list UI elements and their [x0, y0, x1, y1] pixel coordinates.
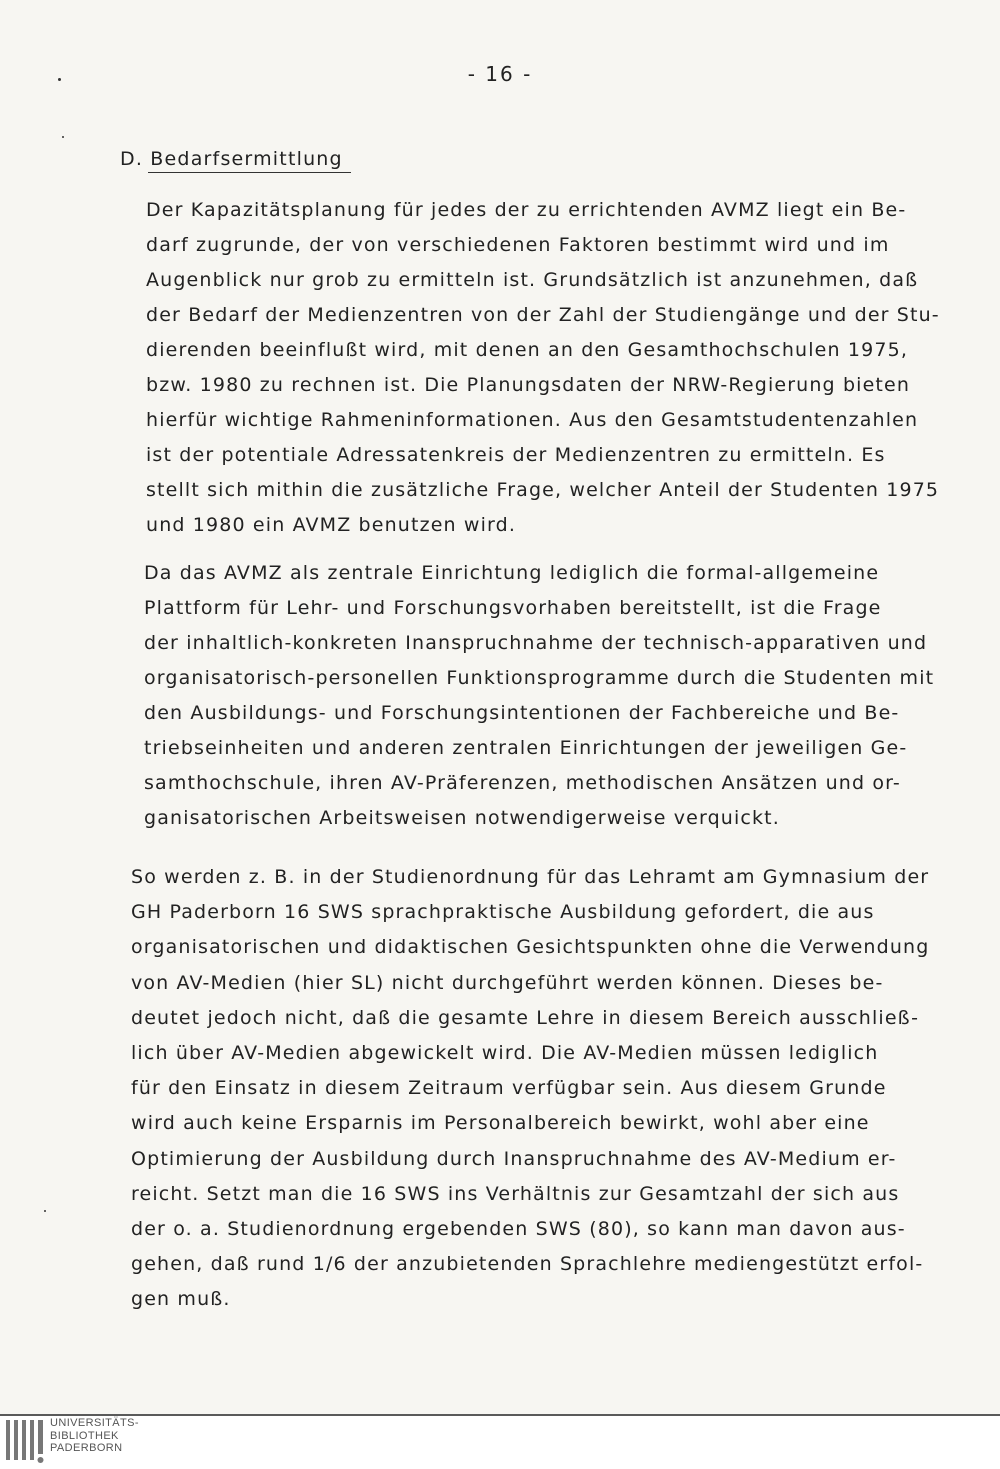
text-line: ganisatorischen Arbeitsweisen notwendigerweise verquickt.	[144, 807, 780, 829]
text-line: den Ausbildungs- und Forschungsintentionen der Fachbereiche und Be-	[144, 702, 900, 724]
paragraph-2	[144, 556, 934, 836]
text-line: triebseinheiten und anderen zentralen Einrichtungen der jeweiligen Ge-	[144, 737, 908, 759]
text-line: organisatorisch-personellen Funktionsprogramme durch die Studenten mit	[144, 667, 935, 689]
paragraph-3	[131, 860, 929, 1318]
text-line: stellt sich mithin die zusätzliche Frage, welcher Anteil der Studenten 1975	[146, 479, 940, 501]
text-line: von AV-Medien (hier SL) nicht durchgeführt werden können. Dieses be-	[131, 971, 884, 994]
text-line: Optimierung der Ausbildung durch Inanspruchnahme des AV-Medium er-	[131, 1147, 897, 1170]
scan-speck	[62, 136, 64, 138]
heading-underline	[148, 172, 351, 173]
text-line: Plattform für Lehr- und Forschungsvorhaben bereitstellt, ist die Frage	[144, 597, 882, 619]
text-line: darf zugrunde, der von verschiedenen Faktoren bestimmt wird und im	[146, 234, 890, 256]
text-line: reicht. Setzt man die 16 SWS ins Verhältnis zur Gesamtzahl der sich aus	[131, 1182, 900, 1205]
section-heading-text: D. Bedarfsermittlung	[120, 148, 343, 170]
text-line: wird auch keine Ersparnis im Personalbereich bewirkt, wohl aber eine	[131, 1112, 870, 1135]
text-line: samthochschule, ihren AV-Präferenzen, methodischen Ansätzen und or-	[144, 772, 901, 794]
text-line: bzw. 1980 zu rechnen ist. Die Planungsdaten der NRW-Regierung bieten	[146, 374, 911, 396]
text-line: Da das AVMZ als zentrale Einrichtung lediglich die formal-allgemeine	[144, 562, 880, 584]
page-number: - 16 -	[467, 62, 533, 86]
text-line: organisatorischen und didaktischen Gesichtspunkten ohne die Verwendung	[131, 936, 930, 959]
text-line: und 1980 ein AVMZ benutzen wird.	[146, 514, 517, 536]
text-line: der Bedarf der Medienzentren von der Zahl der Studiengänge und der Stu-	[146, 304, 940, 326]
text-line: GH Paderborn 16 SWS sprachpraktische Ausbildung gefordert, die aus	[131, 901, 875, 924]
scan-speck	[44, 1210, 46, 1212]
text-line: gehen, daß rund 1/6 der anzubietenden Sprachlehre mediengestützt erfol-	[131, 1253, 924, 1276]
text-line: hierfür wichtige Rahmeninformationen. Aus den Gesamtstudentenzahlen	[146, 409, 919, 431]
text-line: gen muß.	[131, 1288, 231, 1311]
section-heading	[120, 148, 343, 170]
scan-speck	[58, 78, 61, 81]
footer-band	[0, 1414, 1000, 1469]
text-line: deutet jedoch nicht, daß die gesamte Lehre in diesem Bereich ausschließ-	[131, 1006, 920, 1029]
library-name	[50, 1417, 139, 1455]
library-name-line: UNIVERSITÄTS-	[50, 1417, 139, 1429]
paragraph-1	[146, 193, 940, 543]
text-line: der o. a. Studienordnung ergebenden SWS (80), so kann man davon aus-	[131, 1218, 906, 1241]
text-line: ist der potentiale Adressatenkreis der Medienzentren zu ermitteln. Es	[146, 444, 886, 466]
text-line: für den Einsatz in diesem Zeitraum verfügbar sein. Aus diesem Grunde	[131, 1077, 887, 1100]
text-line: lich über AV-Medien abgewickelt wird. Die AV-Medien müssen lediglich	[131, 1042, 879, 1065]
text-line: dierenden beeinflußt wird, mit denen an den Gesamthochschulen 1975,	[146, 339, 909, 361]
text-line: Der Kapazitätsplanung für jedes der zu errichtenden AVMZ liegt ein Be-	[146, 199, 907, 221]
library-name-line: PADERBORN	[50, 1442, 123, 1454]
library-name-line: BIBLIOTHEK	[50, 1429, 119, 1442]
library-logo-icon	[4, 1416, 48, 1464]
text-line: So werden z. B. in der Studienordnung für das Lehramt am Gymnasium der	[131, 866, 930, 888]
text-line: Augenblick nur grob zu ermitteln ist. Grundsätzlich ist anzunehmen, daß	[146, 269, 919, 291]
text-line: der inhaltlich-konkreten Inanspruchnahme der technisch-apparativen und	[144, 632, 928, 654]
